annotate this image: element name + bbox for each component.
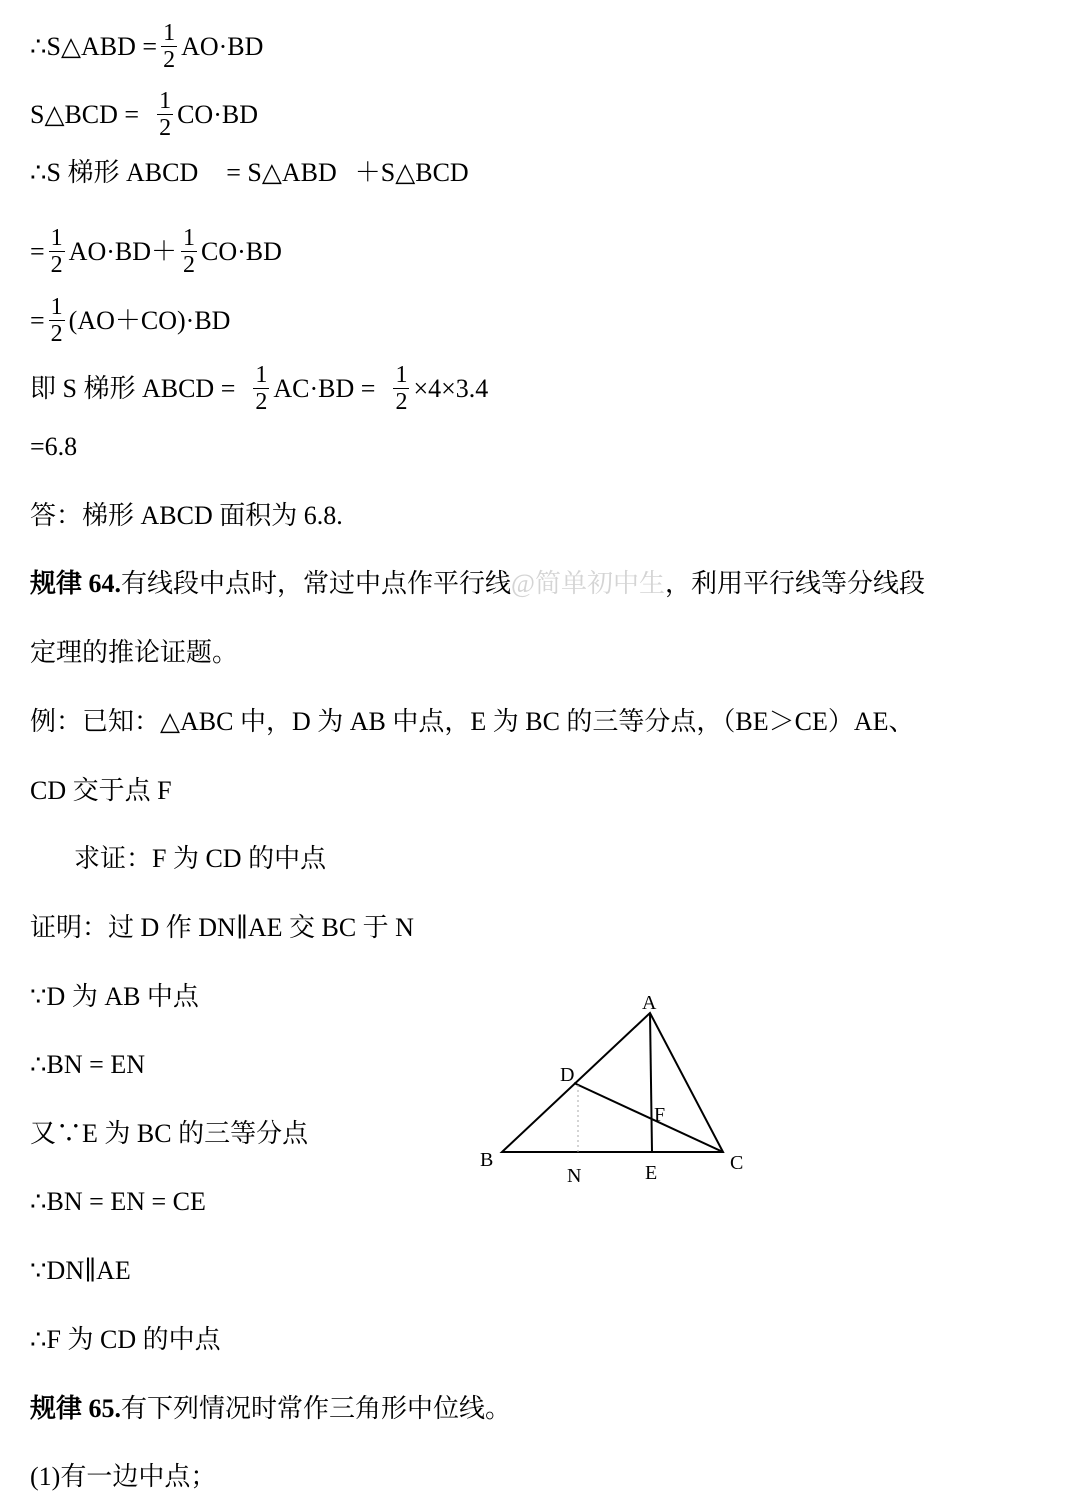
fraction-half: $\frac{1}{2}$ [50,294,63,347]
formula-line-2: S△BCD = $\frac{1}{2}$ CO·BD [30,88,258,141]
formula-line-4: = $\frac{1}{2}$ AO·BD＋ $\frac{1}{2}$ CO·BD [30,225,282,278]
rule-64-heading: 规律 64. 有线段中点时，常过中点作平行线 @简单初中生 ，利用平行线等分线段 [30,569,925,598]
fraction-half: $\frac{1}{2}$ [163,20,176,73]
prove-statement: 求证：F 为 CD 的中点 [74,844,327,873]
rule-65-heading: 规律 65. 有下列情况时常作三角形中位线。 [30,1394,512,1423]
segment-ae [650,1013,652,1152]
triangle-abc [502,1013,723,1152]
proof-line-6: ∵DN∥AE [30,1256,131,1285]
formula-line-6: 即 S 梯形 ABCD = $\frac{1}{2}$ AC·BD = $\frac{1}{2}$ ×4×3.4 [30,362,489,415]
proof-line-1: 证明：过 D 作 DN∥AE 交 BC 于 N [30,913,414,942]
label-f: F [654,1104,666,1126]
rule-label: 规律 65. [30,1394,122,1423]
label-n: N [567,1165,582,1187]
formula-line-5: = $\frac{1}{2}$ (AO＋CO)·BD [30,294,231,347]
result-line: =6.8 [30,432,78,461]
proof-line-3: ∴BN = EN [30,1050,145,1079]
proof-line-7: ∴F 为 CD 的中点 [30,1325,221,1354]
segment-cd [574,1083,723,1152]
fraction-half: $\frac{1}{2}$ [159,88,172,141]
proof-line-2: ∵D 为 AB 中点 [30,982,199,1011]
list-item-1: (1)有一边中点； [30,1462,217,1491]
rule-64-continuation: 定理的推论证题。 [30,638,239,667]
fraction-half: $\frac{1}{2}$ [255,362,268,415]
watermark: @简单初中生 [511,569,665,598]
triangle-figure [470,985,760,1190]
fraction-half: $\frac{1}{2}$ [50,225,63,278]
proof-line-5: ∴BN = EN = CE [30,1187,206,1216]
rule-label: 规律 64. [30,569,122,598]
label-a: A [642,992,657,1014]
proof-line-4: 又∵E 为 BC 的三等分点 [30,1119,309,1148]
fraction-half: $\frac{1}{2}$ [395,362,408,415]
label-e: E [645,1162,658,1184]
label-d: D [560,1064,575,1086]
formula-line-3: ∴S 梯形 ABCD = S△ABD ＋S△BCD [30,158,469,187]
example-line-1: 例：已知：△ABC 中，D 为 AB 中点，E 为 BC 的三等分点，（BE＞CE）AE、 [30,707,915,736]
formula-line-1: ∴S△ABD = $\frac{1}{2}$ AO·BD [30,20,264,73]
fraction-half: $\frac{1}{2}$ [183,225,196,278]
label-b: B [480,1149,494,1171]
example-line-2: CD 交于点 F [30,776,172,805]
label-c: C [730,1152,744,1174]
answer-line: 答：梯形 ABCD 面积为 6.8. [30,501,343,530]
